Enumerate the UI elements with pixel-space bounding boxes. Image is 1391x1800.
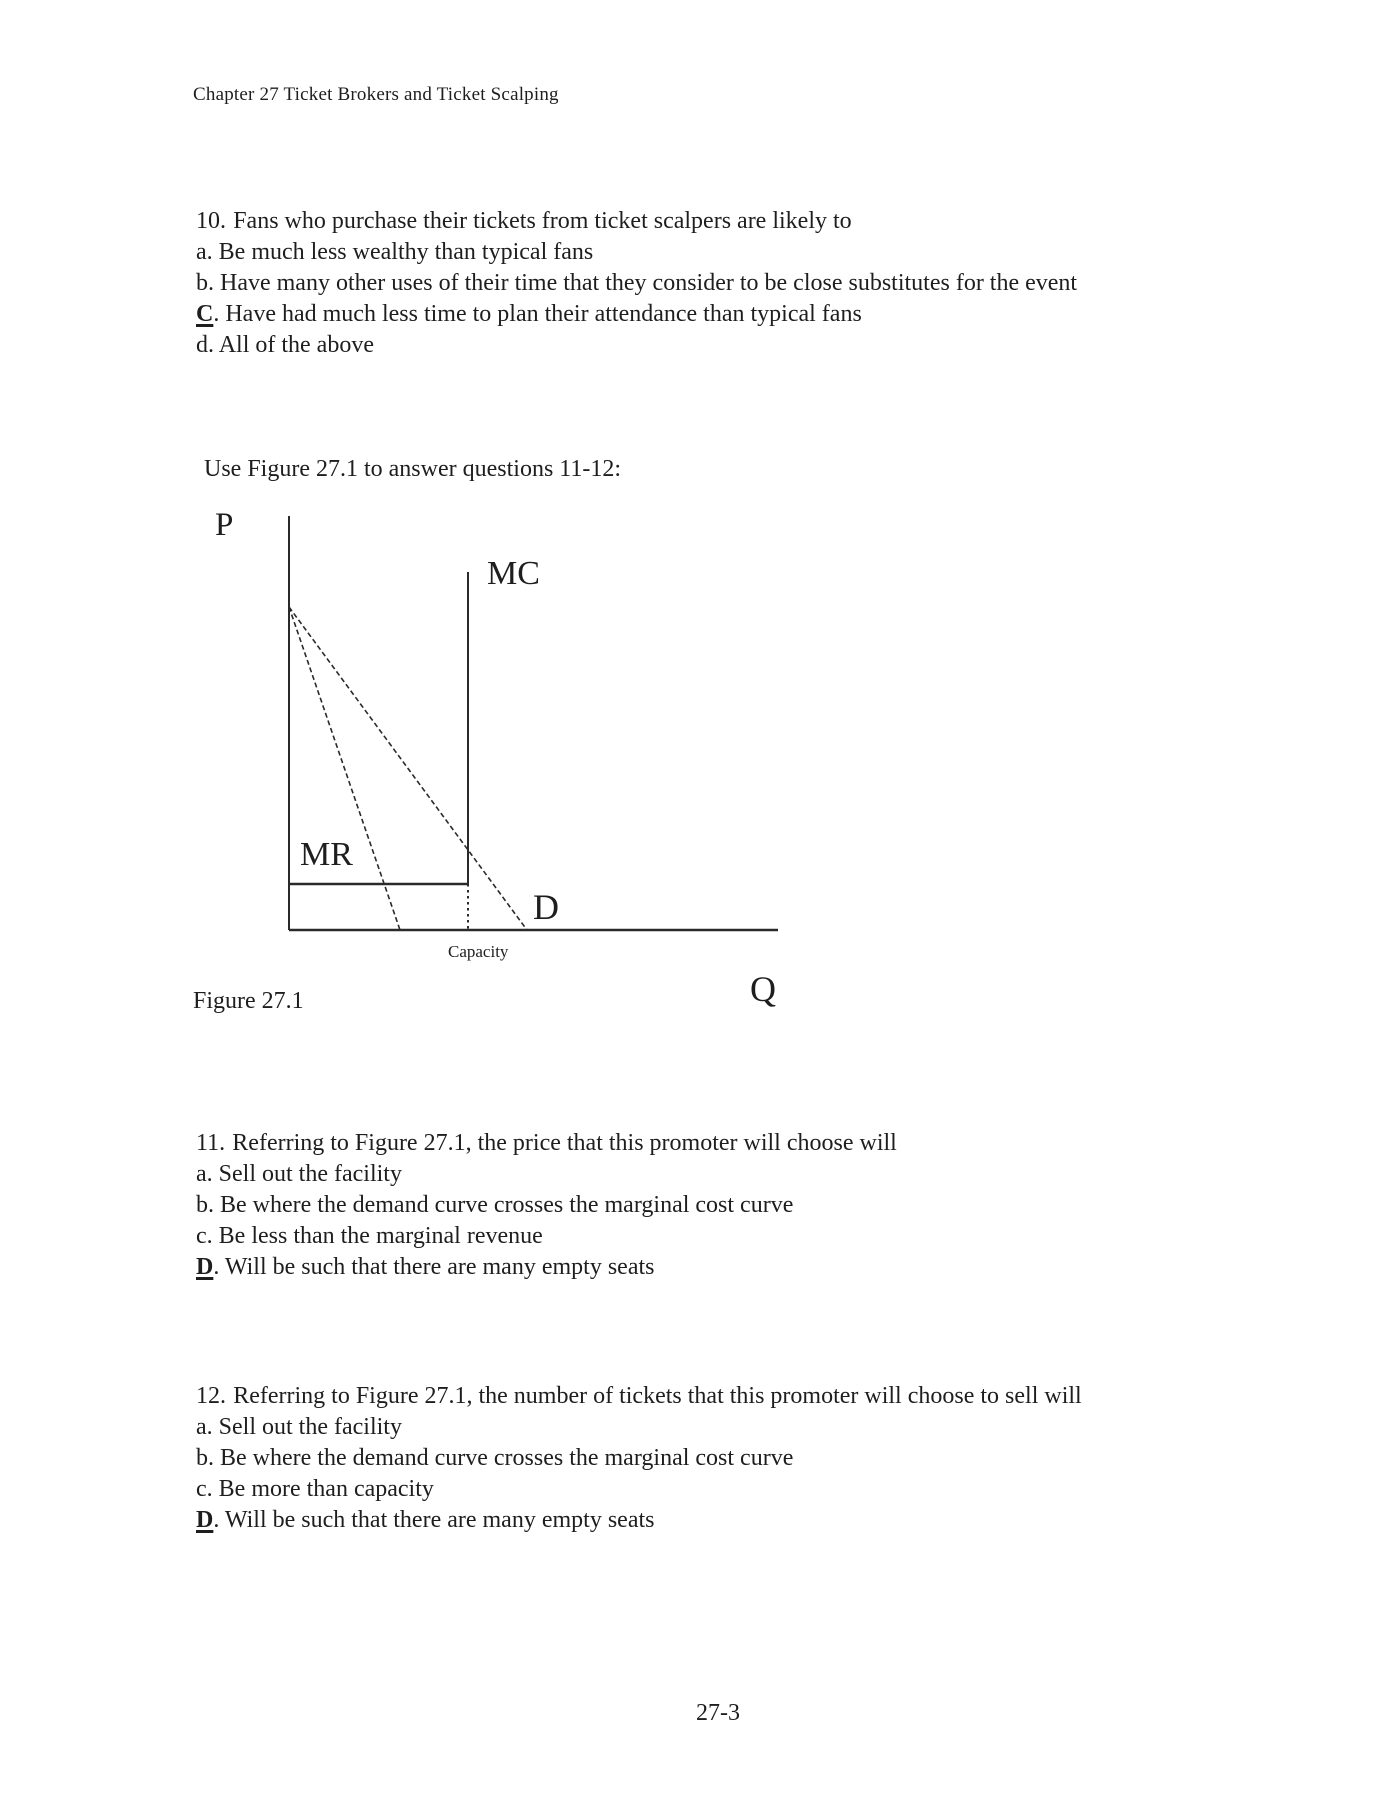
option-c [196, 1221, 897, 1252]
option-text: Have many other uses of their time that they consider to be close substitutes for the event [220, 270, 1078, 296]
option-letter: b [196, 1192, 208, 1218]
option-b [196, 1443, 1082, 1474]
question-12 [196, 1381, 1082, 1536]
d-label: D [533, 887, 559, 927]
option-b [196, 268, 1077, 299]
option-text: All of the above [218, 332, 374, 358]
option-a [196, 1412, 1082, 1443]
question-11 [196, 1128, 897, 1283]
option-letter: a [196, 1161, 207, 1187]
option-letter: a [196, 239, 207, 265]
question-stem-text: Referring to Figure 27.1, the price that this promoter will choose will [232, 1130, 897, 1156]
option-text: Be where the demand curve crosses the marginal cost curve [220, 1192, 794, 1218]
option-punct: . [213, 1254, 225, 1280]
figure-instruction: Use Figure 27.1 to answer questions 11-12: [204, 456, 622, 482]
option-text: Be less than the marginal revenue [218, 1223, 543, 1249]
mc-label: MC [487, 555, 540, 592]
option-letter: b [196, 1445, 208, 1471]
option-text: Be more than capacity [218, 1476, 434, 1502]
option-c-answer [196, 299, 1077, 330]
option-text: Will be such that there are many empty seats [224, 1507, 655, 1533]
option-b [196, 1190, 897, 1221]
capacity-label: Capacity [448, 942, 509, 961]
question-stem [196, 206, 1077, 237]
option-d-answer [196, 1252, 897, 1283]
option-letter: D [196, 1507, 214, 1533]
option-letter: a [196, 1414, 207, 1440]
figure-caption: Figure 27.1 [193, 988, 304, 1014]
option-punct: . [208, 332, 219, 358]
option-letter: c [196, 1476, 207, 1502]
question-stem-text: Fans who purchase their tickets from ticket scalpers are likely to [233, 208, 852, 234]
option-punct: . [206, 1414, 219, 1440]
option-text: Be much less wealthy than typical fans [218, 239, 594, 265]
question-number: 12. [196, 1383, 226, 1409]
option-d [196, 330, 1077, 361]
option-punct: . [208, 1192, 220, 1218]
question-10 [196, 206, 1077, 361]
question-number: 11. [196, 1130, 226, 1156]
page-number: 27-3 [696, 1700, 740, 1726]
option-punct: . [206, 239, 219, 265]
option-letter: C [196, 301, 214, 327]
chapter-header: Chapter 27 Ticket Brokers and Ticket Scalping [193, 84, 559, 105]
option-text: Sell out the facility [218, 1161, 402, 1187]
mr-label: MR [300, 836, 353, 873]
option-text: Sell out the facility [218, 1414, 402, 1440]
demand-curve-line [289, 607, 527, 930]
option-a [196, 237, 1077, 268]
option-punct: . [206, 1476, 219, 1502]
question-stem [196, 1381, 1082, 1412]
option-punct: . [206, 1223, 219, 1249]
option-letter: c [196, 1223, 207, 1249]
option-d-answer [196, 1505, 1082, 1536]
q-axis-label: Q [750, 969, 776, 1009]
option-punct: . [208, 1445, 220, 1471]
option-c [196, 1474, 1082, 1505]
question-number: 10. [196, 208, 226, 234]
figure-27-1 [180, 505, 820, 1015]
option-punct: . [213, 1507, 225, 1533]
question-stem [196, 1128, 897, 1159]
option-letter: D [196, 1254, 214, 1280]
option-punct: . [213, 301, 226, 327]
p-axis-label: P [215, 507, 234, 543]
option-text: Have had much less time to plan their attendance than typical fans [225, 301, 862, 327]
option-letter: d [196, 332, 208, 358]
option-letter: b [196, 270, 208, 296]
option-text: Be where the demand curve crosses the marginal cost curve [220, 1445, 794, 1471]
option-punct: . [206, 1161, 219, 1187]
question-stem-text: Referring to Figure 27.1, the number of tickets that this promoter will choose to sell will [233, 1383, 1082, 1409]
option-text: Will be such that there are many empty seats [224, 1254, 655, 1280]
option-punct: . [208, 270, 220, 296]
mr-curve-line [289, 607, 400, 930]
option-a [196, 1159, 897, 1190]
